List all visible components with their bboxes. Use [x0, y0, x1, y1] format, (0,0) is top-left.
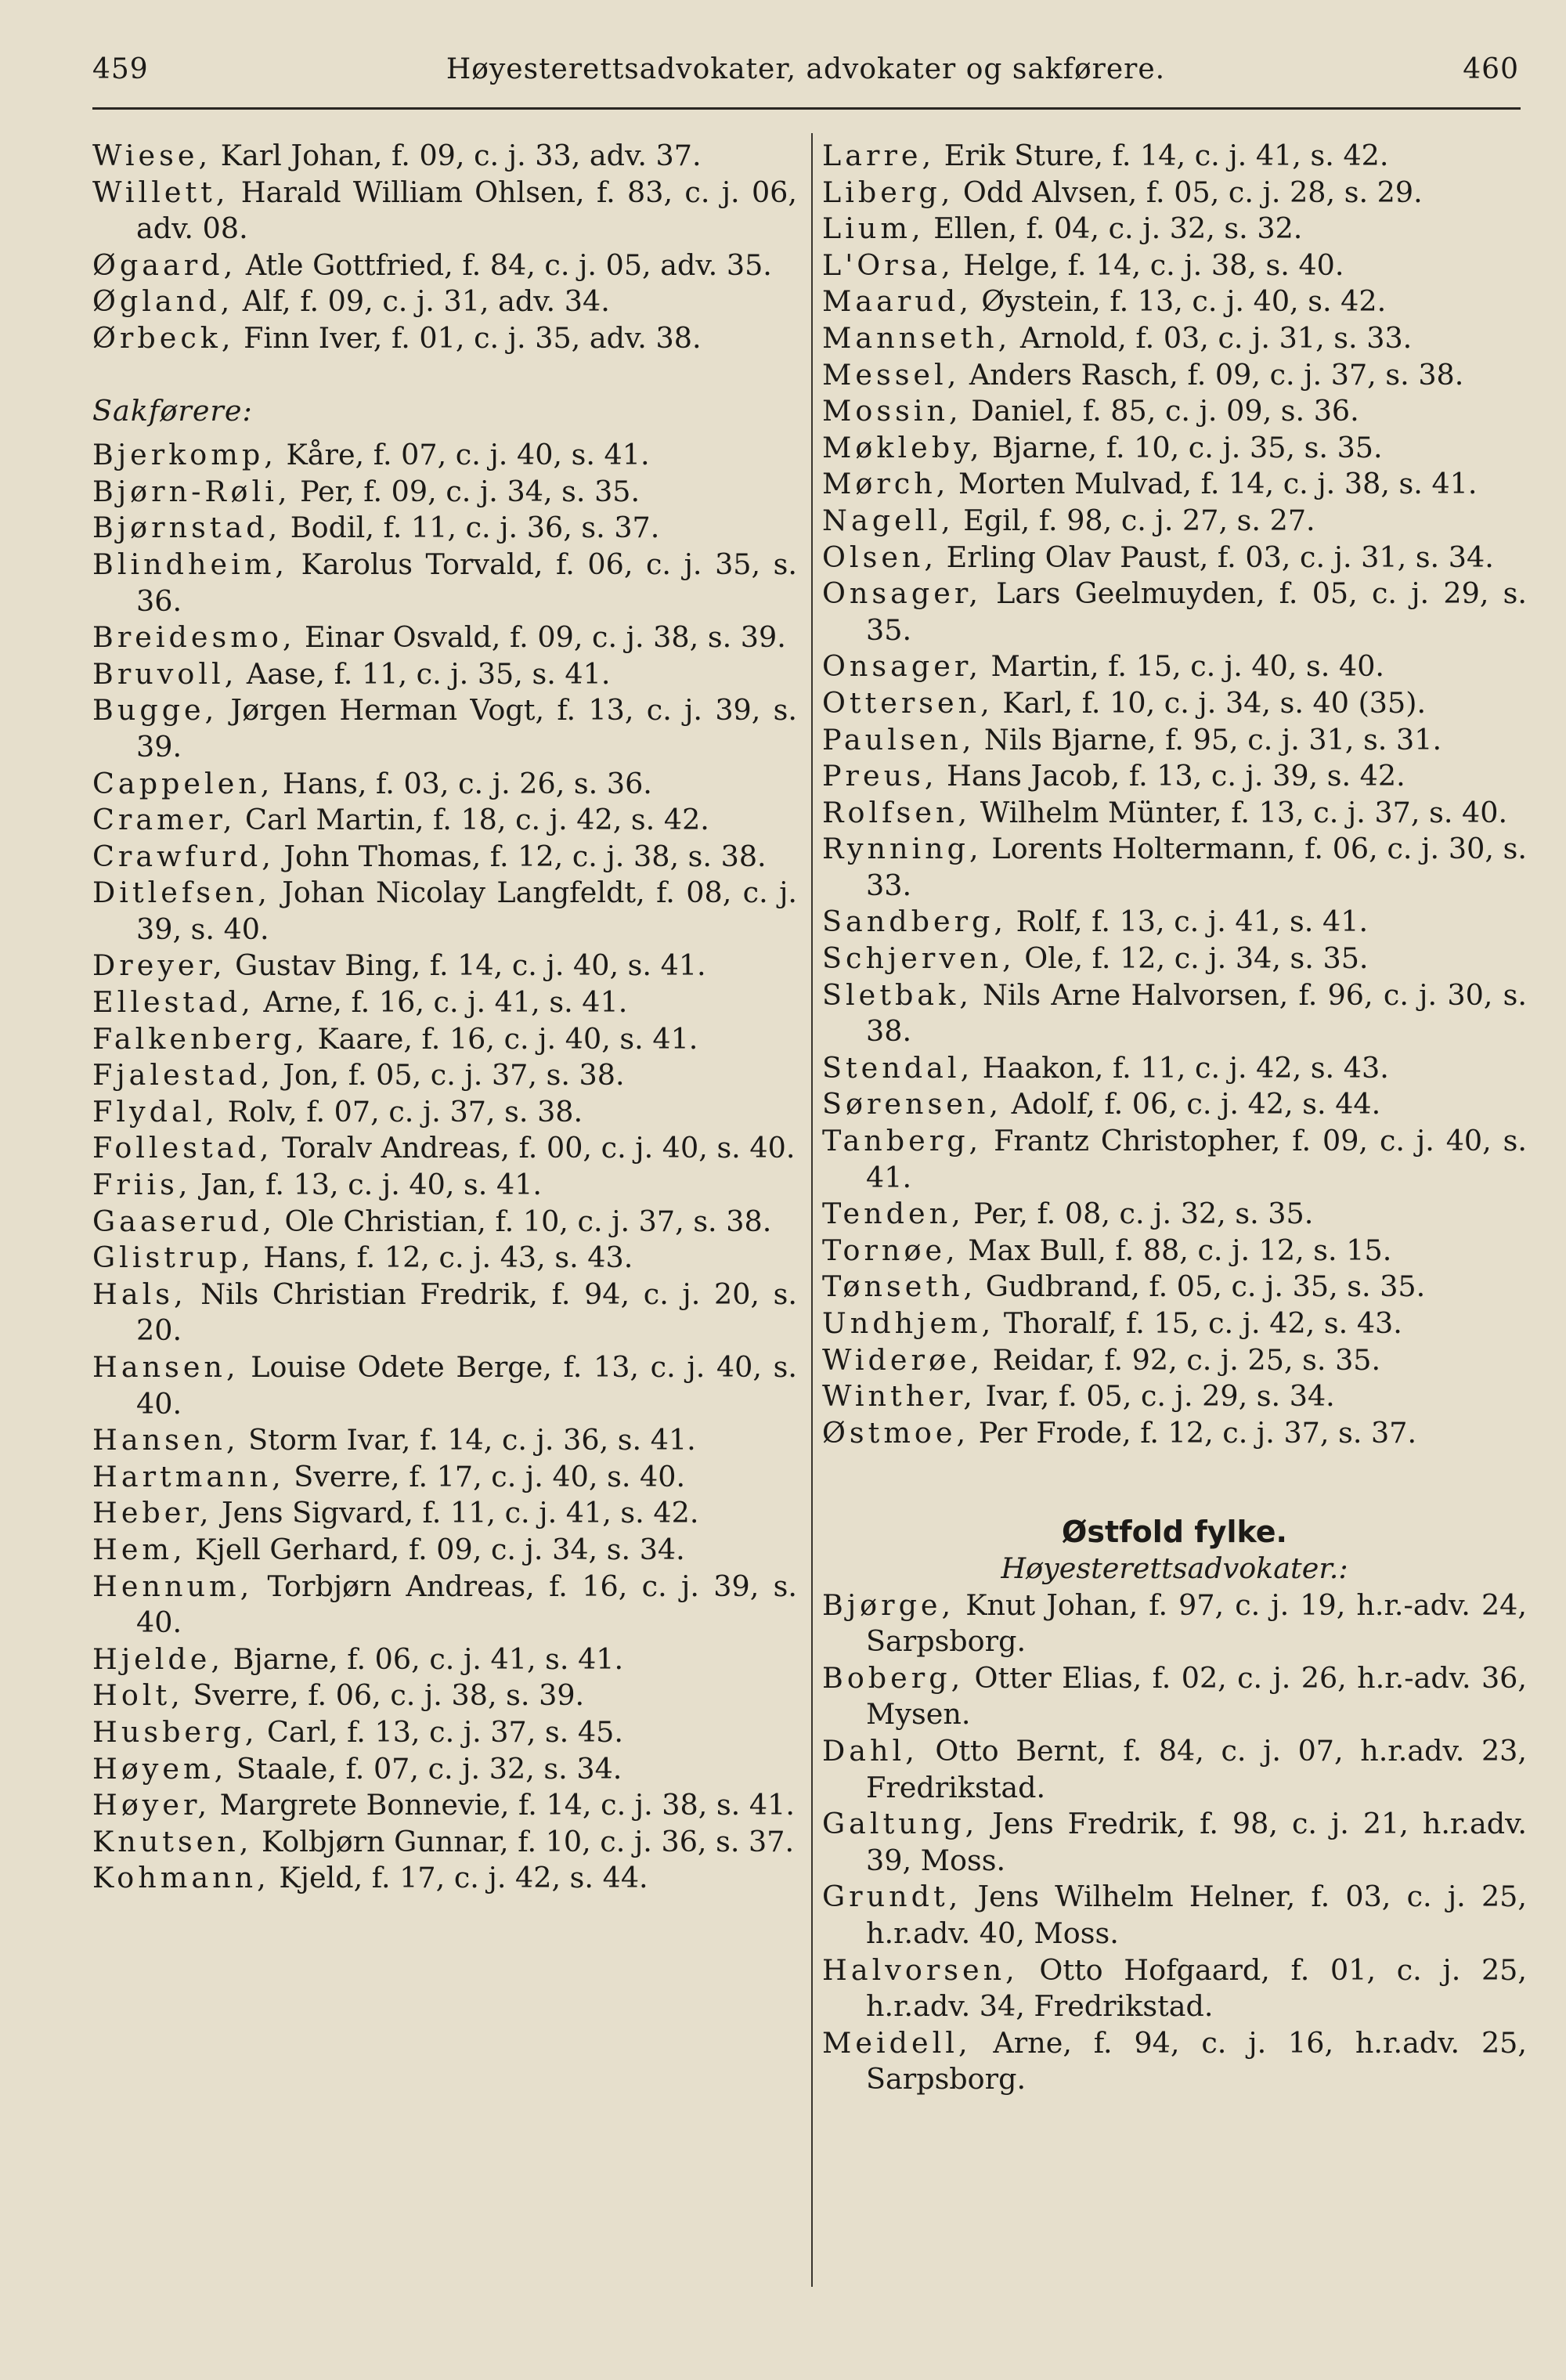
- entry-surname: Ditlefsen,: [92, 876, 271, 910]
- entry-surname: Sandberg,: [822, 905, 1008, 939]
- directory-entry: [92, 1094, 797, 1131]
- directory-entry: [92, 138, 797, 175]
- directory-entry: [822, 904, 1527, 941]
- entry-details: Martin, f. 15, c. j. 40, s. 40.: [981, 649, 1385, 684]
- directory-entry: [92, 692, 797, 765]
- right-column: [822, 138, 1527, 2098]
- directory-entry: [822, 211, 1527, 247]
- entry-details: Karl, f. 10, c. j. 34, s. 40 (35).: [993, 685, 1427, 720]
- entry-surname: Blindheim,: [92, 547, 289, 581]
- entry-surname: Boberg,: [822, 1660, 965, 1695]
- directory-entry: [822, 284, 1527, 320]
- entry-surname: Hartmann,: [92, 1459, 285, 1493]
- directory-entry: [92, 1532, 797, 1569]
- directory-entry: [92, 1277, 797, 1349]
- directory-entry: [92, 1422, 797, 1459]
- page-header: [92, 53, 1519, 100]
- entry-details: Carl Martin, f. 18, c. j. 42, s. 42.: [236, 803, 709, 837]
- entry-surname: Grundt,: [822, 1880, 962, 1914]
- entry-surname: Cramer,: [92, 803, 236, 837]
- entry-surname: Liberg,: [822, 175, 954, 209]
- entry-surname: Øgland,: [92, 284, 234, 319]
- entry-surname: Falkenberg,: [92, 1021, 309, 1056]
- directory-entry: [822, 1123, 1527, 1196]
- entry-details: Ole Christian, f. 10, c. j. 37, s. 38.: [275, 1204, 772, 1238]
- entry-surname: Heber,: [92, 1496, 213, 1530]
- entry-details: Arne, f. 16, c. j. 41, s. 41.: [254, 985, 628, 1020]
- entry-details: Ellen, f. 04, c. j. 32, s. 32.: [924, 211, 1303, 246]
- directory-entry: [822, 685, 1527, 722]
- entry-surname: Mannseth,: [822, 320, 1012, 355]
- sakforere-list: [92, 437, 797, 1897]
- entry-surname: Maarud,: [822, 284, 972, 319]
- entry-details: Alf, f. 09, c. j. 31, adv. 34.: [233, 284, 610, 319]
- entry-surname: L'Orsa,: [822, 247, 954, 282]
- directory-entry: [92, 1641, 797, 1678]
- entry-details: Rolv, f. 07, c. j. 37, s. 38.: [218, 1094, 583, 1129]
- entry-details: Morten Mulvad, f. 14, c. j. 38, s. 41.: [949, 467, 1478, 501]
- entry-details: Per, f. 08, c. j. 32, s. 35.: [964, 1197, 1314, 1231]
- directory-entry: [92, 802, 797, 839]
- directory-entry: [822, 795, 1527, 832]
- directory-entry: [92, 1714, 797, 1751]
- page-number-left: 459: [92, 53, 149, 85]
- entry-surname: Widerøe,: [822, 1342, 984, 1377]
- directory-entry: [92, 1569, 797, 1641]
- entry-details: Staale, f. 07, c. j. 32, s. 34.: [227, 1751, 622, 1786]
- entry-surname: Flydal,: [92, 1094, 219, 1129]
- entry-details: Jon, f. 05, c. j. 37, s. 38.: [273, 1058, 625, 1092]
- entry-details: Sverre, f. 06, c. j. 38, s. 39.: [183, 1678, 585, 1713]
- entry-surname: Bjerkomp,: [92, 438, 277, 472]
- entry-details: Erling Olav Paust, f. 03, c. j. 31, s. 34.: [937, 540, 1494, 574]
- entry-surname: Dahl,: [822, 1733, 918, 1768]
- entry-details: Lorents Holtermann, f. 06, c. j. 30, s. 33.: [866, 832, 1527, 902]
- entry-surname: Dreyer,: [92, 948, 226, 983]
- county-heading: Østfold fylke.: [1062, 1515, 1287, 1550]
- directory-entry: [92, 875, 797, 948]
- entry-surname: Møkleby,: [822, 430, 983, 464]
- entry-details: Nils Arne Halvorsen, f. 96, c. j. 30, s. 38.: [866, 977, 1527, 1049]
- column-divider: [811, 133, 813, 2287]
- entry-surname: Høyer,: [92, 1788, 211, 1822]
- entry-surname: Ellestad,: [92, 985, 254, 1020]
- directory-entry: [92, 175, 797, 247]
- entry-details: Egil, f. 98, c. j. 27, s. 27.: [954, 503, 1315, 537]
- entry-details: Atle Gottfried, f. 84, c. j. 05, adv. 35.: [236, 247, 772, 282]
- entry-details: Per, f. 09, c. j. 34, s. 35.: [290, 474, 640, 508]
- directory-entry: [92, 1240, 797, 1277]
- entry-details: Jørgen Herman Vogt, f. 13, c. j. 39, s. 39.: [136, 693, 797, 764]
- entry-details: Frantz Christopher, f. 09, c. j. 40, s. 41.: [866, 1124, 1527, 1194]
- entry-details: Storm Ivar, f. 14, c. j. 36, s. 41.: [239, 1423, 696, 1457]
- entry-surname: Hansen,: [92, 1350, 240, 1384]
- directory-entry: [822, 247, 1527, 284]
- directory-entry: [822, 831, 1527, 904]
- entry-surname: Halvorsen,: [822, 1952, 1019, 1987]
- entry-surname: Gaaserud,: [92, 1204, 276, 1238]
- entry-surname: Bruvoll,: [92, 656, 238, 691]
- entry-details: Gustav Bing, f. 14, c. j. 40, s. 41.: [226, 948, 706, 983]
- directory-entry: [92, 839, 797, 876]
- directory-entry: [822, 1378, 1527, 1415]
- entry-details: Hans, f. 03, c. j. 26, s. 36.: [273, 766, 652, 800]
- entry-details: Erik Sture, f. 14, c. j. 41, s. 42.: [935, 139, 1389, 172]
- directory-entry: [822, 1952, 1527, 2025]
- directory-entry: [92, 1130, 797, 1167]
- entry-surname: Rolfsen,: [822, 795, 972, 829]
- entry-surname: Tønseth,: [822, 1269, 977, 1304]
- entry-details: Kaare, f. 16, c. j. 40, s. 41.: [308, 1021, 698, 1056]
- directory-entry: [822, 1269, 1527, 1306]
- entry-details: Adolf, f. 06, c. j. 42, s. 44.: [1001, 1087, 1381, 1121]
- directory-entry: [822, 1660, 1527, 1733]
- entry-details: Ivar, f. 05, c. j. 29, s. 34.: [976, 1379, 1335, 1414]
- running-title: Høyesterettsadvokater, advokater og sakførere.: [446, 53, 1166, 85]
- directory-entry: [92, 247, 797, 284]
- directory-entry: [92, 766, 797, 803]
- directory-entry: [92, 1021, 797, 1058]
- entry-surname: Schjerven,: [822, 941, 1016, 976]
- entry-details: Aase, f. 11, c. j. 35, s. 41.: [237, 656, 611, 691]
- entry-surname: Follestad,: [92, 1131, 273, 1165]
- directory-entry: [822, 722, 1527, 759]
- entry-details: Otto Bernt, f. 84, c. j. 07, h.r.adv. 23, Fredrikstad.: [866, 1733, 1527, 1804]
- entry-surname: Hjelde,: [92, 1641, 224, 1676]
- directory-entry: [822, 1196, 1527, 1233]
- entry-surname: Olsen,: [822, 540, 938, 574]
- directory-entry: [92, 474, 797, 511]
- entry-details: Wilhelm Münter, f. 13, c. j. 37, s. 40.: [971, 795, 1508, 829]
- sakforere-list-continued: [822, 138, 1527, 1451]
- directory-entry: [92, 547, 797, 619]
- directory-entry: [822, 1806, 1527, 1879]
- directory-entry: [822, 1050, 1527, 1087]
- entry-surname: Ottersen,: [822, 685, 994, 720]
- entry-details: Ole, f. 12, c. j. 34, s. 35.: [1015, 941, 1369, 976]
- entry-surname: Rynning,: [822, 832, 983, 866]
- directory-entry: [822, 320, 1527, 357]
- directory-entry: [822, 503, 1527, 540]
- entry-details: Anders Rasch, f. 09, c. j. 37, s. 38.: [960, 357, 1464, 392]
- entry-surname: Bugge,: [92, 693, 218, 728]
- directory-entry: [92, 437, 797, 474]
- entry-surname: Høyem,: [92, 1751, 228, 1786]
- entry-surname: Bjørge,: [822, 1587, 955, 1622]
- entry-details: Arnold, f. 03, c. j. 31, s. 33.: [1011, 320, 1413, 355]
- directory-entry: [92, 984, 797, 1021]
- entry-details: Nils Christian Fredrik, f. 94, c. j. 20, s. 20.: [136, 1277, 797, 1348]
- entry-details: Karolus Torvald, f. 06, c. j. 35, s. 36.: [136, 547, 797, 618]
- directory-entry: [822, 941, 1527, 977]
- entry-surname: Hennum,: [92, 1569, 254, 1603]
- entry-surname: Østmoe,: [822, 1415, 970, 1450]
- directory-entry: [92, 1678, 797, 1714]
- entry-surname: Stendal,: [822, 1050, 974, 1085]
- entry-details: Finn Iver, f. 01, c. j. 35, adv. 38.: [234, 320, 702, 355]
- entry-details: Kolbjørn Gunnar, f. 10, c. j. 36, s. 37.: [252, 1824, 795, 1858]
- entry-surname: Willett,: [92, 175, 229, 209]
- entry-details: Knut Johan, f. 97, c. j. 19, h.r.-adv. 24, Sarpsborg.: [866, 1587, 1527, 1659]
- entry-details: Bjarne, f. 06, c. j. 41, s. 41.: [224, 1641, 624, 1676]
- entry-surname: Holt,: [92, 1678, 184, 1713]
- entry-surname: Glistrup,: [92, 1241, 254, 1275]
- directory-entry: [92, 1349, 797, 1422]
- entry-surname: Larre,: [822, 139, 936, 172]
- directory-entry: [822, 357, 1527, 394]
- directory-entry: [822, 1233, 1527, 1269]
- entry-details: Carl, f. 13, c. j. 37, s. 45.: [258, 1714, 623, 1749]
- entry-details: Per Frode, f. 12, c. j. 37, s. 37.: [969, 1415, 1417, 1450]
- entry-details: Helge, f. 14, c. j. 38, s. 40.: [954, 247, 1344, 282]
- entry-details: Kjell Gerhard, f. 09, c. j. 34, s. 34.: [186, 1532, 685, 1566]
- entry-details: Einar Osvald, f. 09, c. j. 38, s. 39.: [295, 620, 786, 655]
- directory-entry: [822, 1086, 1527, 1123]
- entry-details: Kjeld, f. 17, c. j. 42, s. 44.: [269, 1861, 648, 1895]
- entry-details: John Thomas, f. 12, c. j. 38, s. 38.: [274, 839, 767, 873]
- entry-surname: Sørensen,: [822, 1087, 1002, 1121]
- directory-entry: [92, 1204, 797, 1241]
- left-column: [92, 138, 797, 1897]
- entry-surname: Crawfurd,: [92, 839, 275, 873]
- entry-surname: Onsager,: [822, 576, 982, 611]
- entry-surname: Øgaard,: [92, 247, 237, 282]
- entry-surname: Mossin,: [822, 394, 962, 428]
- directory-entry: [822, 648, 1527, 685]
- directory-entry: [822, 540, 1527, 576]
- directory-entry: [92, 1787, 797, 1824]
- entry-details: Margrete Bonnevie, f. 14, c. j. 38, s. 41.: [211, 1788, 795, 1822]
- entry-surname: Winther,: [822, 1379, 976, 1414]
- directory-entry: [822, 977, 1527, 1050]
- directory-entry: [92, 1459, 797, 1496]
- entry-details: Hans Jacob, f. 13, c. j. 39, s. 42.: [937, 759, 1405, 793]
- directory-entry: [822, 1306, 1527, 1342]
- entry-surname: Bjørnstad,: [92, 511, 282, 545]
- directory-entry: [92, 1824, 797, 1861]
- entry-surname: Onsager,: [822, 649, 982, 684]
- entry-details: Bodil, f. 11, c. j. 36, s. 37.: [281, 511, 660, 545]
- entry-surname: Tornøe,: [822, 1233, 959, 1267]
- entry-details: Kåre, f. 07, c. j. 40, s. 41.: [276, 438, 650, 472]
- entry-details: Arne, f. 94, c. j. 16, h.r.adv. 25, Sarpsborg.: [866, 2025, 1527, 2096]
- page-number-right: 460: [1463, 53, 1519, 85]
- entry-details: Øystein, f. 13, c. j. 40, s. 42.: [972, 284, 1387, 319]
- directory-entry: [92, 284, 797, 320]
- entry-surname: Nagell,: [822, 503, 954, 537]
- directory-entry: [92, 320, 797, 357]
- directory-entry: [822, 1733, 1527, 1806]
- entry-details: Otto Hofgaard, f. 01, c. j. 25, h.r.adv. 34, Fredrikstad.: [866, 1952, 1527, 2024]
- entry-surname: Hals,: [92, 1277, 187, 1311]
- entry-details: Otter Elias, f. 02, c. j. 26, h.r.-adv. 36, Mysen.: [866, 1660, 1527, 1732]
- entry-surname: Tenden,: [822, 1197, 965, 1231]
- entry-details: Daniel, f. 85, c. j. 09, s. 36.: [962, 394, 1359, 428]
- entry-details: Johan Nicolay Langfeldt, f. 08, c. j. 39, s. 40.: [136, 876, 797, 946]
- entry-surname: Galtung,: [822, 1807, 979, 1841]
- sub-heading: Høyesterettsadvokater.:: [1001, 1551, 1348, 1585]
- entry-details: Hans, f. 12, c. j. 43, s. 43.: [254, 1241, 633, 1275]
- directory-entry: [822, 430, 1527, 467]
- entry-surname: Hansen,: [92, 1423, 240, 1457]
- directory-entry: [822, 393, 1527, 430]
- directory-entry: [92, 1860, 797, 1897]
- directory-entry: [92, 1167, 797, 1204]
- entry-details: Toralv Andreas, f. 00, c. j. 40, s. 40.: [272, 1131, 796, 1165]
- directory-entry: [822, 758, 1527, 795]
- entry-details: Jens Fredrik, f. 98, c. j. 21, h.r.adv. 39, Moss.: [866, 1807, 1527, 1877]
- entry-surname: Meidell,: [822, 2025, 972, 2060]
- entry-surname: Breidesmo,: [92, 620, 296, 655]
- directory-entry: [822, 175, 1527, 211]
- directory-entry: [822, 1415, 1527, 1452]
- directory-entry: [822, 138, 1527, 175]
- entry-surname: Kohmann,: [92, 1861, 270, 1895]
- entry-details: Odd Alvsen, f. 05, c. j. 28, s. 29.: [954, 175, 1423, 209]
- entry-details: Max Bull, f. 88, c. j. 12, s. 15.: [958, 1233, 1392, 1267]
- directory-entry: [92, 656, 797, 693]
- entry-details: Rolf, f. 13, c. j. 41, s. 41.: [1007, 905, 1369, 939]
- entry-surname: Tanberg,: [822, 1124, 983, 1158]
- entry-surname: Preus,: [822, 759, 938, 793]
- entry-details: Louise Odete Berge, f. 13, c. j. 40, s. 40.: [136, 1350, 797, 1421]
- entry-details: Haakon, f. 11, c. j. 42, s. 43.: [973, 1050, 1389, 1085]
- entry-surname: Undhjem,: [822, 1306, 995, 1340]
- entry-surname: Cappelen,: [92, 766, 274, 800]
- entry-details: Jan, f. 13, c. j. 40, s. 41.: [191, 1168, 543, 1202]
- directory-entry: [92, 1495, 797, 1532]
- entry-surname: Wiese,: [92, 139, 212, 172]
- hr-advocates-list: [92, 138, 797, 357]
- directory-entry: [822, 2025, 1527, 2098]
- entry-surname: Knutsen,: [92, 1824, 253, 1858]
- directory-entry: [822, 1587, 1527, 1660]
- entry-surname: Ørbeck,: [92, 320, 235, 355]
- entry-details: Torbjørn Andreas, f. 16, c. j. 39, s. 40.: [136, 1569, 797, 1640]
- entry-details: Harald William Ohlsen, f. 83, c. j. 06, adv. 08.: [136, 175, 797, 246]
- entry-details: Gudbrand, f. 05, c. j. 35, s. 35.: [976, 1269, 1426, 1304]
- entry-surname: Messel,: [822, 357, 961, 392]
- entry-details: Sverre, f. 17, c. j. 40, s. 40.: [284, 1459, 686, 1493]
- entry-details: Reidar, f. 92, c. j. 25, s. 35.: [983, 1342, 1381, 1377]
- directory-entry: [92, 619, 797, 656]
- entry-details: Jens Wilhelm Helner, f. 03, c. j. 25, h.r.adv. 40, Moss.: [866, 1880, 1527, 1950]
- directory-entry: [822, 576, 1527, 648]
- header-rule: [92, 107, 1521, 110]
- entry-surname: Paulsen,: [822, 722, 976, 757]
- entry-surname: Friis,: [92, 1168, 192, 1202]
- entry-details: Karl Johan, f. 09, c. j. 33, adv. 37.: [211, 139, 702, 172]
- entry-surname: Fjalestad,: [92, 1058, 274, 1092]
- directory-entry: [822, 1342, 1527, 1379]
- entry-surname: Bjørn-Røli,: [92, 474, 291, 508]
- entry-surname: Sletbak,: [822, 977, 972, 1012]
- directory-entry: [822, 466, 1527, 503]
- entry-details: Jens Sigvard, f. 11, c. j. 41, s. 42.: [212, 1496, 699, 1530]
- directory-entry: [92, 510, 797, 547]
- entry-details: Bjarne, f. 10, c. j. 35, s. 35.: [983, 430, 1383, 464]
- directory-entry: [822, 1879, 1527, 1952]
- entry-surname: Hem,: [92, 1532, 186, 1566]
- entry-surname: Lium,: [822, 211, 925, 246]
- directory-entry: [92, 1057, 797, 1094]
- entry-details: Lars Geelmuyden, f. 05, c. j. 29, s. 35.: [866, 576, 1527, 647]
- entry-surname: Mørch,: [822, 467, 950, 501]
- entry-surname: Husberg,: [92, 1714, 258, 1749]
- section-heading-sakforere: Sakførere:: [92, 393, 253, 428]
- county-advocates-list: [822, 1587, 1527, 2098]
- entry-details: Thoralf, f. 15, c. j. 42, s. 43.: [994, 1306, 1402, 1340]
- directory-entry: [92, 1751, 797, 1788]
- entry-details: Nils Bjarne, f. 95, c. j. 31, s. 31.: [975, 722, 1442, 757]
- directory-entry: [92, 948, 797, 984]
